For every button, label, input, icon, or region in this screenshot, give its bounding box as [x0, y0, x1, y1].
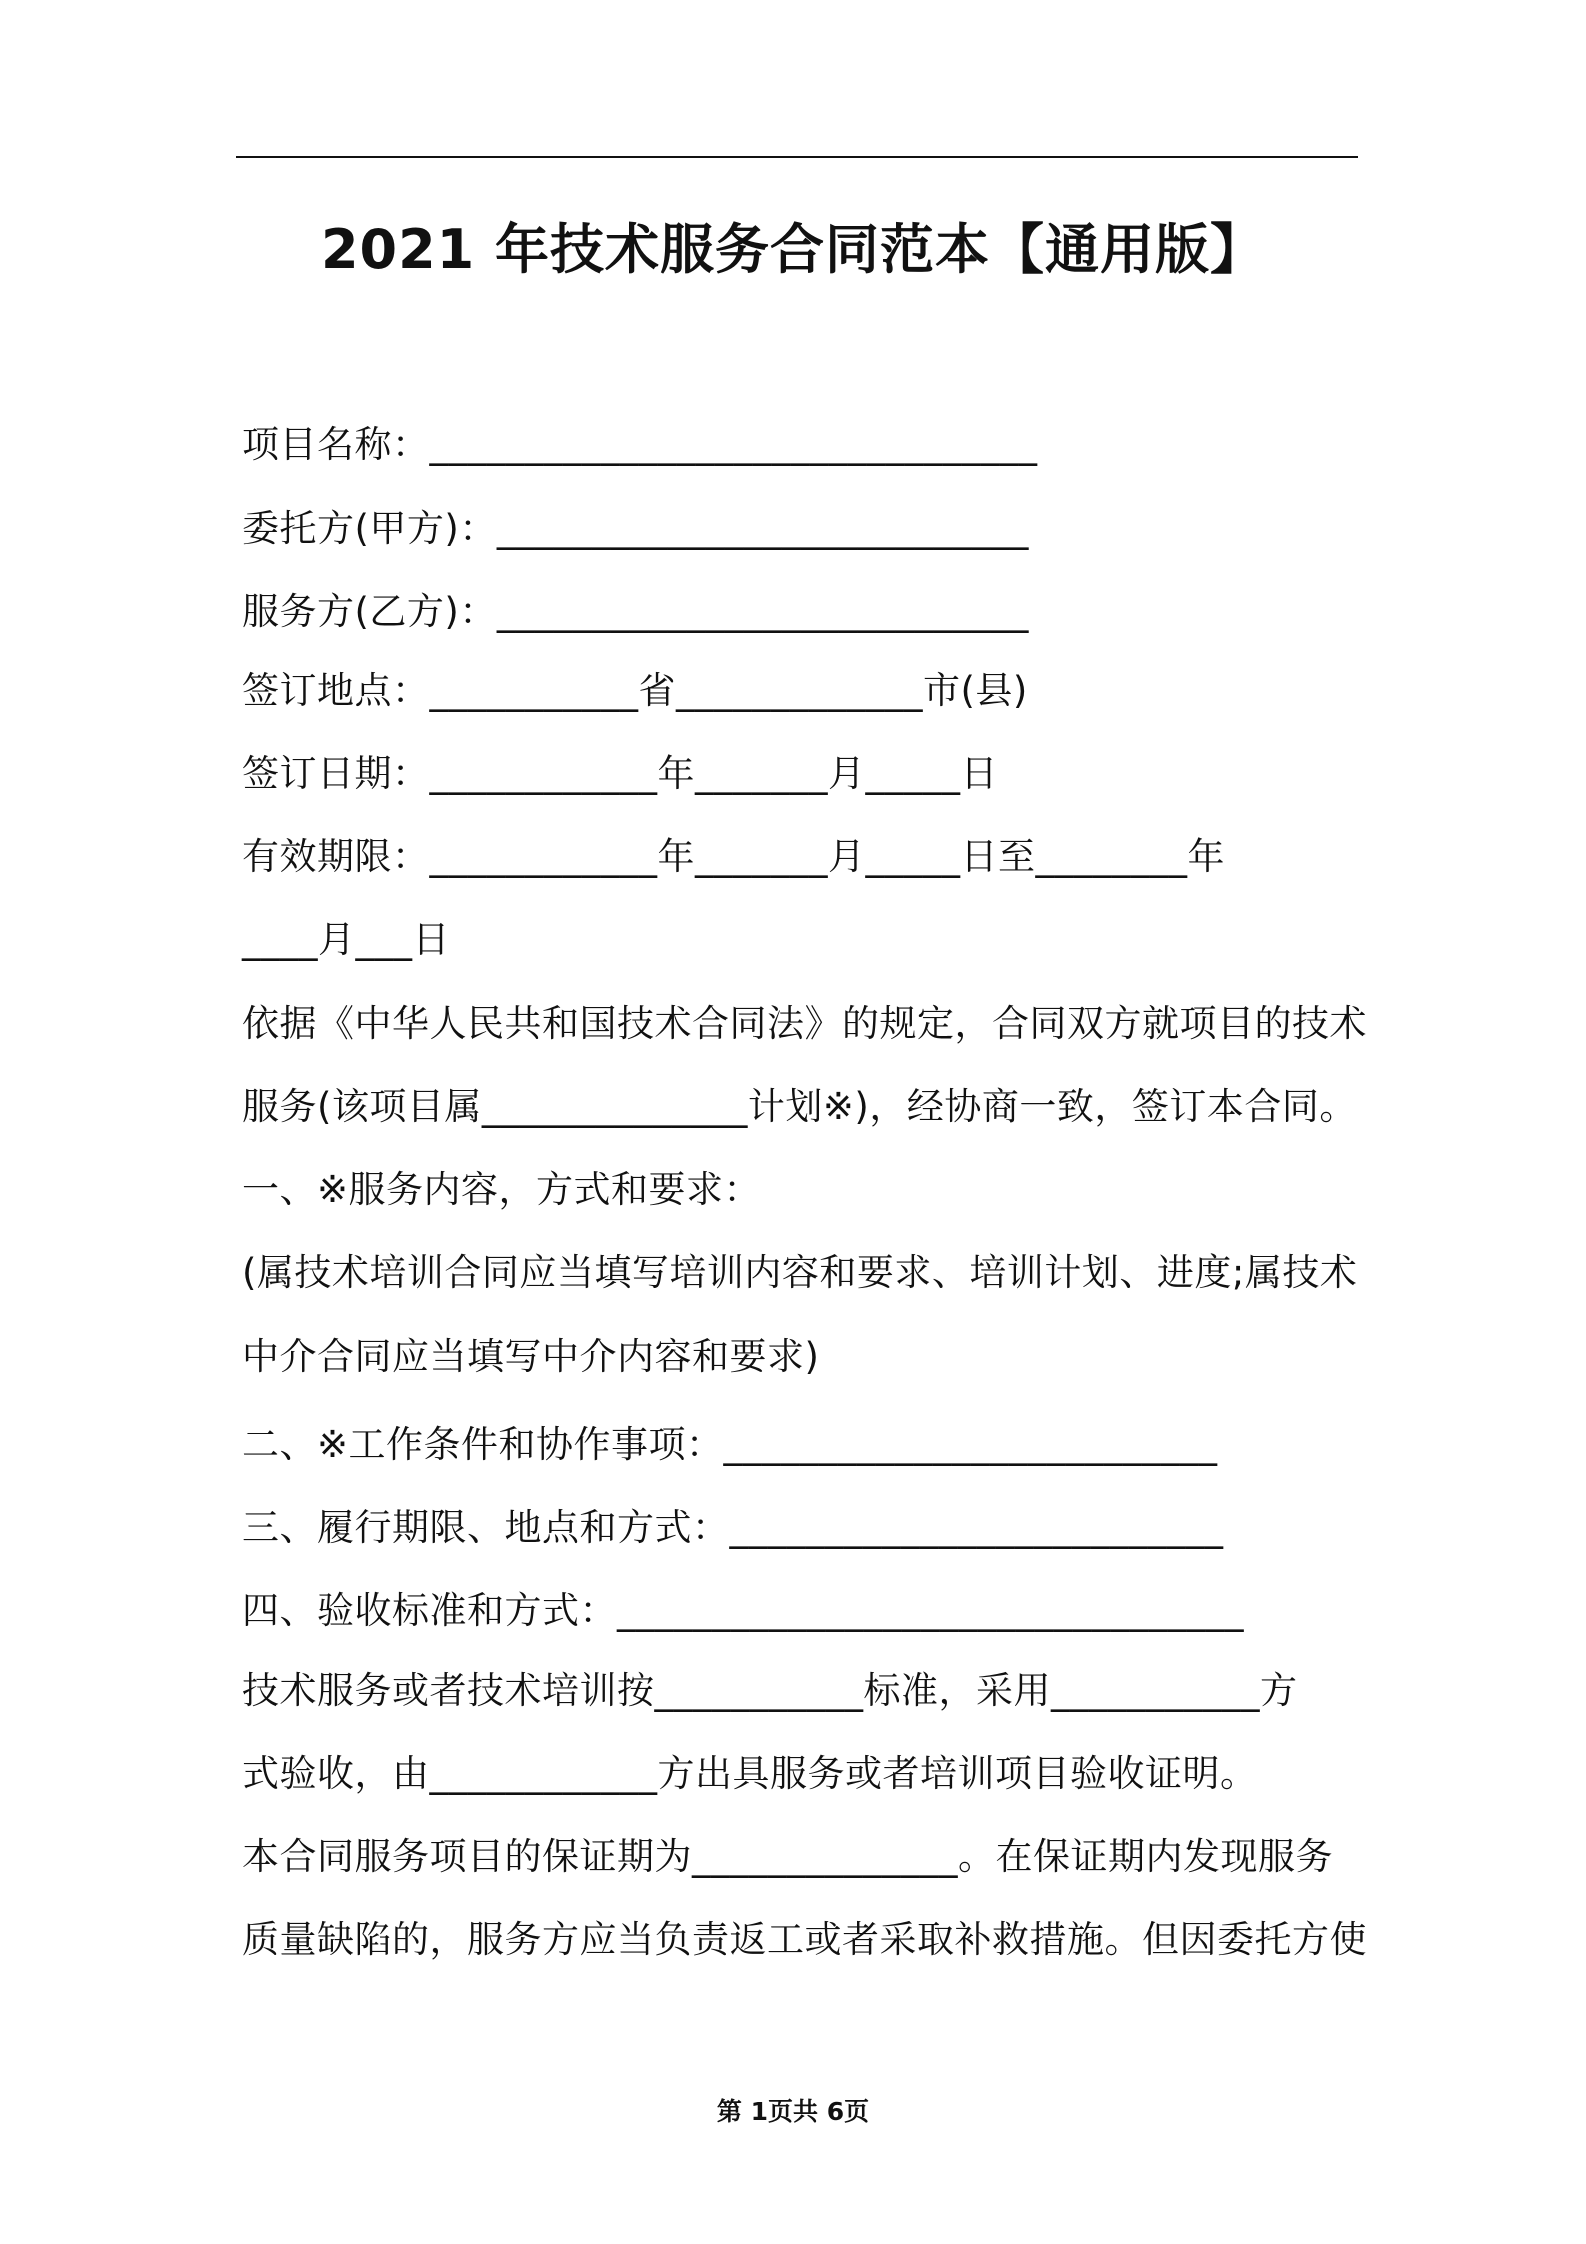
section-1-note-line-2: 中介合同应当填写中介内容和要求)	[242, 1335, 820, 1378]
paragraph-preamble-line-1: 依据《中华人民共和国技术合同法》的规定，合同双方就项目的技术	[242, 1002, 1367, 1045]
section-4-line-2: 式验收，由____________方出具服务或者培训项目验收证明。	[242, 1752, 1258, 1795]
paragraph-preamble-line-2: 服务(该项目属______________计划※)，经协商一致，签订本合同。	[242, 1085, 1357, 1128]
section-1-note-line-1: (属技术培训合同应当填写培训内容和要求、培训计划、进度;属技术	[242, 1251, 1358, 1294]
document-title: 2021 年技术服务合同范本【通用版】	[320, 218, 1266, 281]
field-provider-party-b: 服务方(乙方)：____________________________	[242, 590, 1029, 633]
warranty-line-2: 质量缺陷的，服务方应当负责返工或者采取补救措施。但因委托方使	[242, 1918, 1367, 1961]
section-heading-4: 四、验收标准和方式：_________________________________	[242, 1589, 1244, 1632]
field-project-name: 项目名称：________________________________	[242, 423, 1038, 466]
field-client-party-a: 委托方(甲方)：____________________________	[242, 507, 1029, 550]
warranty-line-1: 本合同服务项目的保证期为______________。在保证期内发现服务	[242, 1835, 1333, 1878]
section-heading-2: 二、※工作条件和协作事项：__________________________	[242, 1423, 1218, 1466]
section-heading-1: 一、※服务内容，方式和要求：	[242, 1168, 762, 1211]
page-number: 第 1页共 6页	[716, 2097, 870, 2126]
field-signing-place: 签订地点：___________省_____________市(县)	[242, 669, 1028, 712]
header-rule	[236, 156, 1358, 158]
field-signing-date: 签订日期：____________年_______月_____日	[242, 752, 998, 795]
field-validity-period-end: ____月___日	[242, 918, 450, 961]
section-heading-3: 三、履行期限、地点和方式：__________________________	[242, 1506, 1224, 1549]
section-4-line-1: 技术服务或者技术培训按___________标准，采用___________方	[242, 1669, 1298, 1712]
field-validity-period: 有效期限：____________年_______月_____日至________年	[242, 835, 1225, 878]
